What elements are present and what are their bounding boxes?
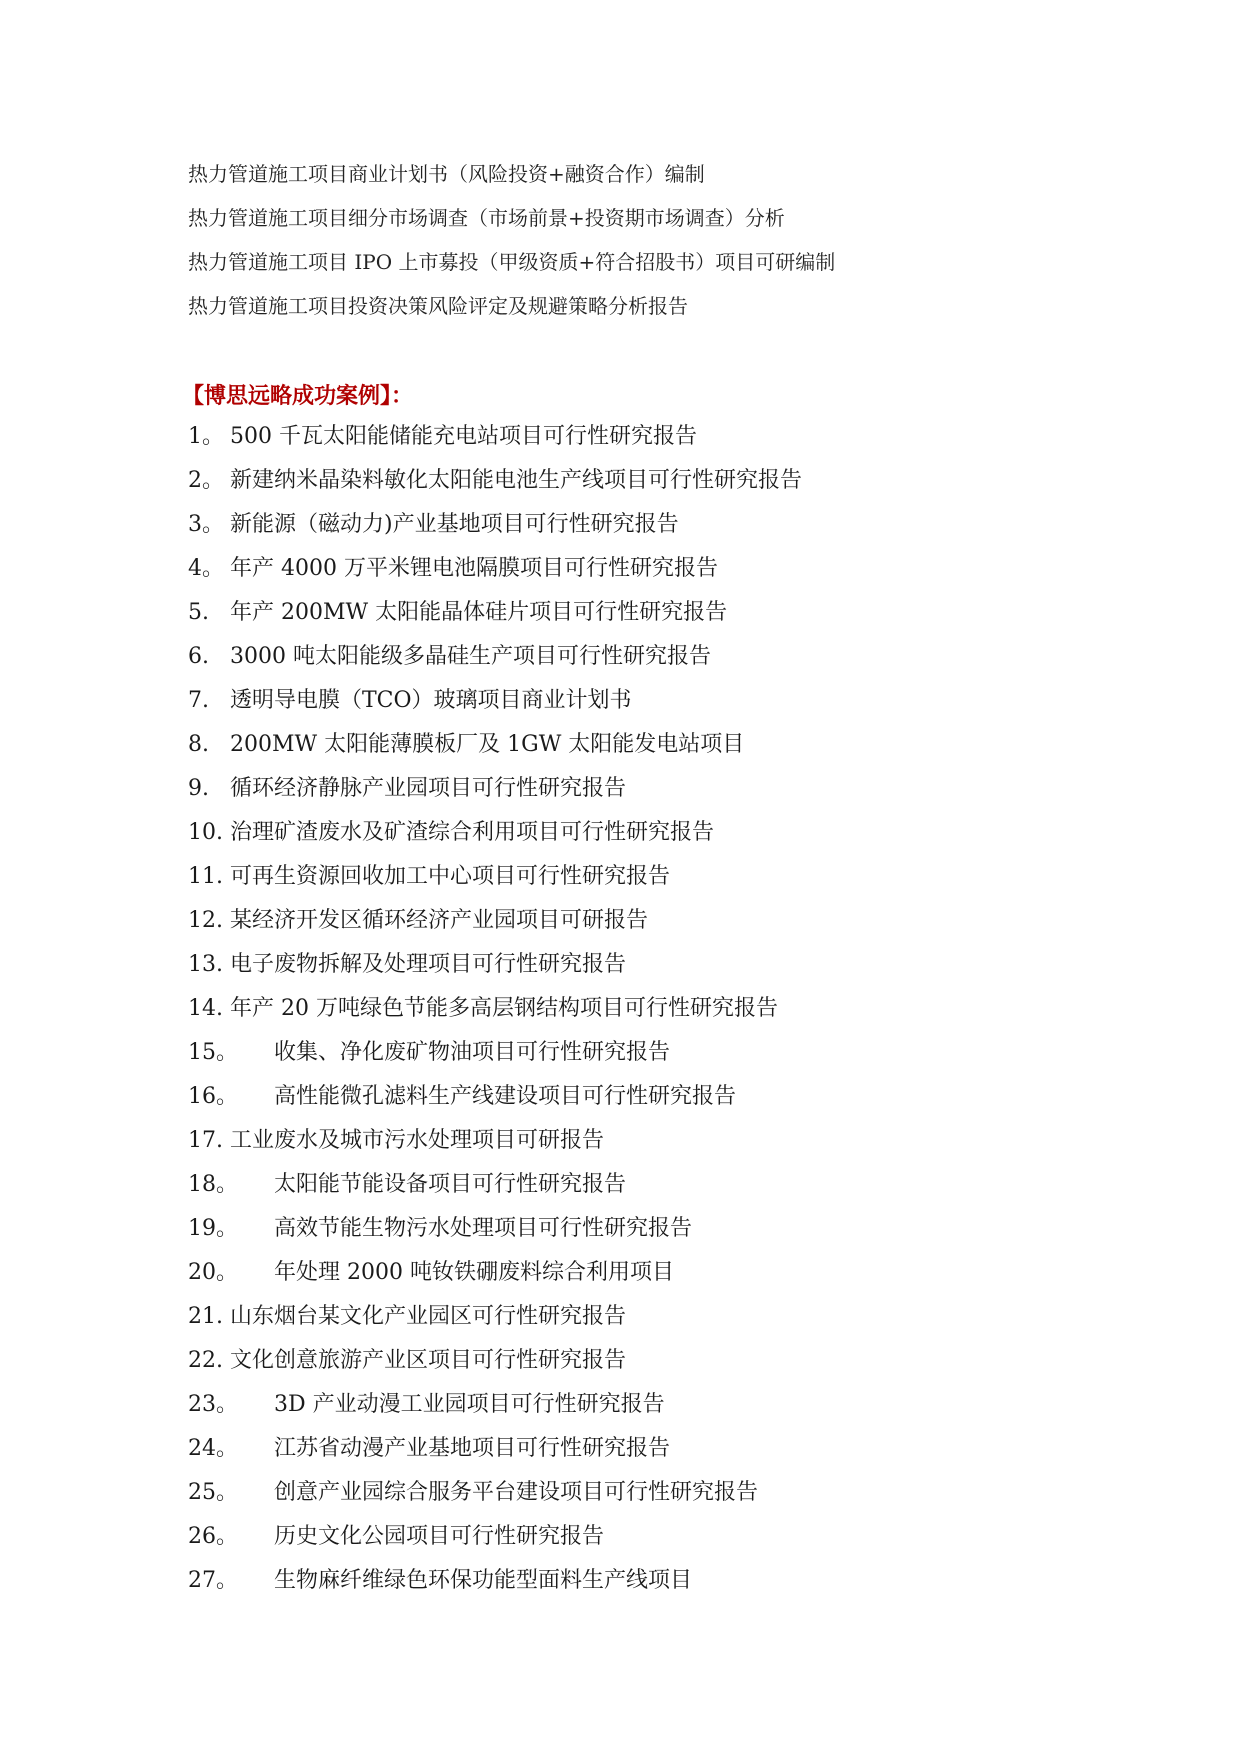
case-title: 治理矿渣废水及矿渣综合利用项目可行性研究报告 — [230, 820, 715, 845]
case-title: 年处理 2000 吨钕铁硼废料综合利用项目 — [274, 1260, 674, 1285]
case-number: 12. — [188, 908, 223, 933]
related-report-item: 热力管道施工项目细分市场调查（市场前景+投资期市场调查）分析 — [188, 206, 785, 230]
case-number: 1。 — [188, 424, 224, 449]
case-title: 工业废水及城市污水处理项目可研报告 — [230, 1128, 605, 1153]
case-item — [188, 1119, 1188, 1163]
case-item — [188, 943, 1188, 987]
case-title: 透明导电膜（TCO）玻璃项目商业计划书 — [230, 688, 632, 713]
case-item — [188, 547, 1188, 591]
case-title: 电子废物拆解及处理项目可行性研究报告 — [230, 952, 627, 977]
case-number: 19。 — [188, 1216, 238, 1241]
case-title: 年产 200MW 太阳能晶体硅片项目可行性研究报告 — [230, 600, 728, 625]
case-item — [188, 1075, 1188, 1119]
related-report-item: 热力管道施工项目商业计划书（风险投资+融资合作）编制 — [188, 162, 705, 186]
case-item — [188, 1031, 1188, 1075]
case-item — [188, 635, 1188, 679]
case-item — [188, 1339, 1188, 1383]
case-title: 太阳能节能设备项目可行性研究报告 — [274, 1172, 627, 1197]
case-title: 新能源（磁动力)产业基地项目可行性研究报告 — [230, 512, 679, 537]
case-item — [188, 1207, 1188, 1251]
case-number: 13. — [188, 952, 223, 977]
case-title: 200MW 太阳能薄膜板厂及 1GW 太阳能发电站项目 — [230, 732, 745, 757]
case-title: 江苏省动漫产业基地项目可行性研究报告 — [274, 1436, 671, 1461]
case-number: 10. — [188, 820, 223, 845]
case-item — [188, 899, 1188, 943]
case-item — [188, 1295, 1188, 1339]
case-number: 5. — [188, 600, 209, 625]
case-item — [188, 767, 1188, 811]
cases-heading: 【博思远略成功案例】： — [182, 383, 414, 409]
case-number: 21. — [188, 1304, 223, 1329]
case-number: 4。 — [188, 556, 224, 581]
case-title: 收集、净化废矿物油项目可行性研究报告 — [274, 1040, 671, 1065]
related-reports-list — [188, 152, 1188, 328]
case-title: 创意产业园综合服务平台建设项目可行性研究报告 — [274, 1480, 759, 1505]
related-report-item: 热力管道施工项目投资决策风险评定及规避策略分析报告 — [188, 294, 688, 318]
case-number: 3。 — [188, 512, 224, 537]
case-item — [188, 1163, 1188, 1207]
case-number: 15。 — [188, 1040, 238, 1065]
case-number: 14. — [188, 996, 223, 1021]
case-number: 25。 — [188, 1480, 238, 1505]
case-number: 17. — [188, 1128, 223, 1153]
case-item — [188, 987, 1188, 1031]
case-item — [188, 1251, 1188, 1295]
case-number: 23。 — [188, 1392, 238, 1417]
case-title: 3D 产业动漫工业园项目可行性研究报告 — [274, 1392, 665, 1417]
case-number: 2。 — [188, 468, 224, 493]
case-item — [188, 459, 1188, 503]
case-number: 18。 — [188, 1172, 238, 1197]
case-number: 11. — [188, 864, 223, 889]
case-title: 历史文化公园项目可行性研究报告 — [274, 1524, 605, 1549]
case-item — [188, 415, 1188, 459]
case-item — [188, 1559, 1188, 1603]
case-title: 生物麻纤维绿色环保功能型面料生产线项目 — [274, 1568, 693, 1593]
case-number: 20。 — [188, 1260, 238, 1285]
case-item — [188, 1515, 1188, 1559]
case-number: 8. — [188, 732, 209, 757]
case-title: 新建纳米晶染料敏化太阳能电池生产线项目可行性研究报告 — [230, 468, 803, 493]
case-item — [188, 503, 1188, 547]
case-item — [188, 723, 1188, 767]
case-title: 高效节能生物污水处理项目可行性研究报告 — [274, 1216, 693, 1241]
case-title: 年产 20 万吨绿色节能多高层钢结构项目可行性研究报告 — [230, 996, 778, 1021]
case-title: 文化创意旅游产业区项目可行性研究报告 — [230, 1348, 627, 1373]
case-item — [188, 591, 1188, 635]
case-title: 3000 吨太阳能级多晶硅生产项目可行性研究报告 — [230, 644, 711, 669]
case-number: 9. — [188, 776, 209, 801]
case-item — [188, 811, 1188, 855]
case-title: 某经济开发区循环经济产业园项目可研报告 — [230, 908, 649, 933]
case-title: 500 千瓦太阳能储能充电站项目可行性研究报告 — [230, 424, 697, 449]
case-title: 高性能微孔滤料生产线建设项目可行性研究报告 — [274, 1084, 737, 1109]
case-number: 24。 — [188, 1436, 238, 1461]
case-number: 27。 — [188, 1568, 238, 1593]
case-title: 年产 4000 万平米锂电池隔膜项目可行性研究报告 — [230, 556, 718, 581]
case-number: 6. — [188, 644, 209, 669]
case-number: 16。 — [188, 1084, 238, 1109]
case-item — [188, 855, 1188, 899]
case-item — [188, 1383, 1188, 1427]
case-item — [188, 1471, 1188, 1515]
case-title: 可再生资源回收加工中心项目可行性研究报告 — [230, 864, 671, 889]
case-number: 26。 — [188, 1524, 238, 1549]
success-cases-list — [188, 415, 1188, 1603]
case-item — [188, 1427, 1188, 1471]
case-title: 山东烟台某文化产业园区可行性研究报告 — [230, 1304, 627, 1329]
case-title: 循环经济静脉产业园项目可行性研究报告 — [230, 776, 627, 801]
case-item — [188, 679, 1188, 723]
case-number: 22. — [188, 1348, 223, 1373]
related-report-item: 热力管道施工项目 IPO 上市募投（甲级资质+符合招股书）项目可研编制 — [188, 250, 836, 274]
case-number: 7. — [188, 688, 209, 713]
